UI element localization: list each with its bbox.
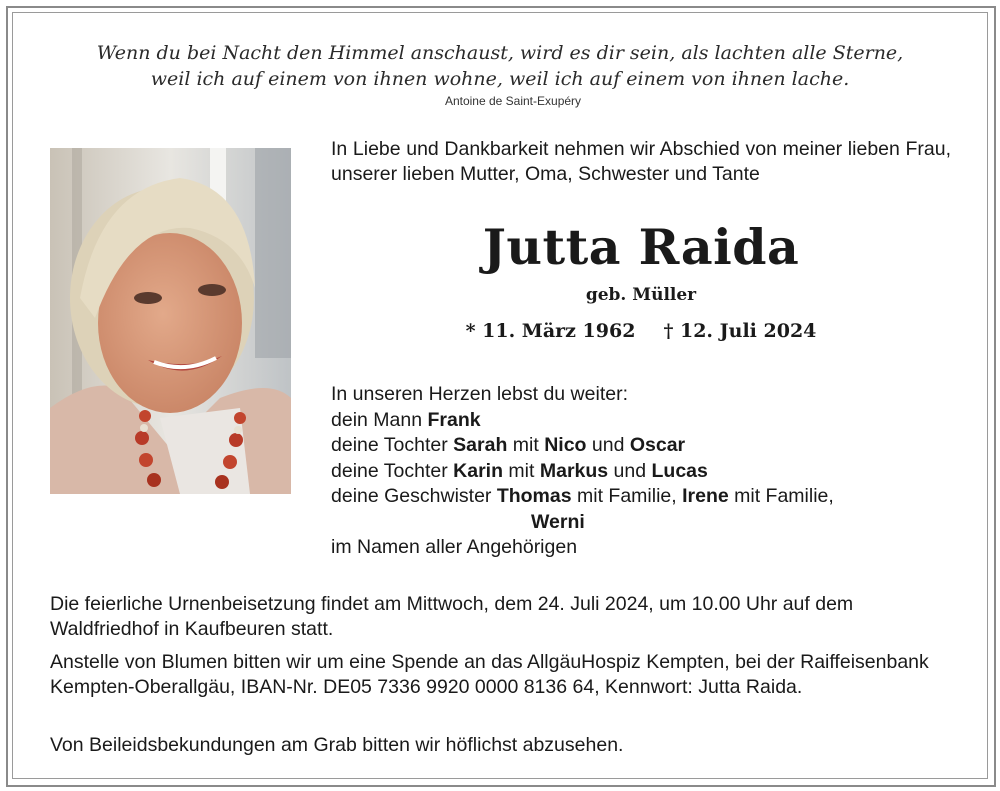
portrait-illustration [50,148,291,494]
family-line-husband: dein Mann Frank [331,408,481,431]
birth-date: * 11. März 1962 [465,320,636,342]
quote-line-2: weil ich auf einem von ihnen wohne, weil ich auf einem von ihnen lache. [150,68,850,90]
family-line-sibling-werni: Werni [531,510,585,533]
death-date: † 12. Juli 2024 [663,320,817,342]
family-line-relatives: im Namen aller Angehörigen [331,536,578,558]
birth-name: geb. Müller [585,285,697,305]
deceased-name: Jutta Raida [482,218,800,276]
intro-text: In Liebe und Dankbarkeit nehmen wir Abschied von meiner lieben Frau, unserer lieben Mutter, Oma, Schwester und Tante [331,138,951,185]
condolence-notice: Von Beileidsbekundungen am Grab bitten wir höflichst abzusehen. [50,734,624,756]
family-line-daughter-2: deine Tochter Karin mit Markus und Lucas [331,459,708,482]
family-line-siblings: deine Geschwister Thomas mit Familie, Irene mit Familie, [331,485,834,507]
life-dates [331,318,951,344]
family-heading: In unseren Herzen lebst du weiter: [331,383,628,405]
funeral-notice: Die feierliche Urnenbeisetzung findet am Mittwoch, dem 24. Juli 2024, um 10.00 Uhr auf dem Waldfriedhof in Kaufbeuren statt. [50,593,854,640]
family-line-daughter-1: deine Tochter Sarah mit Nico und Oscar [331,434,686,456]
family-list [331,382,971,561]
quote-line-1: Wenn du bei Nacht den Himmel anschaust, wird es dir sein, als lachten alle Sterne, [96,42,904,64]
quote [20,40,980,92]
quote-author: Antoine de Saint-Exupéry [444,94,582,108]
portrait-photo [50,148,291,494]
donation-notice: Anstelle von Blumen bitten wir um eine Spende an das AllgäuHospiz Kempten, bei der Raiffeisenbank Kempten-Oberallgäu, IBAN-Nr. DE05 7336 9920 0000 8136 64, Kennwort: Jutta Raida. [50,651,929,698]
